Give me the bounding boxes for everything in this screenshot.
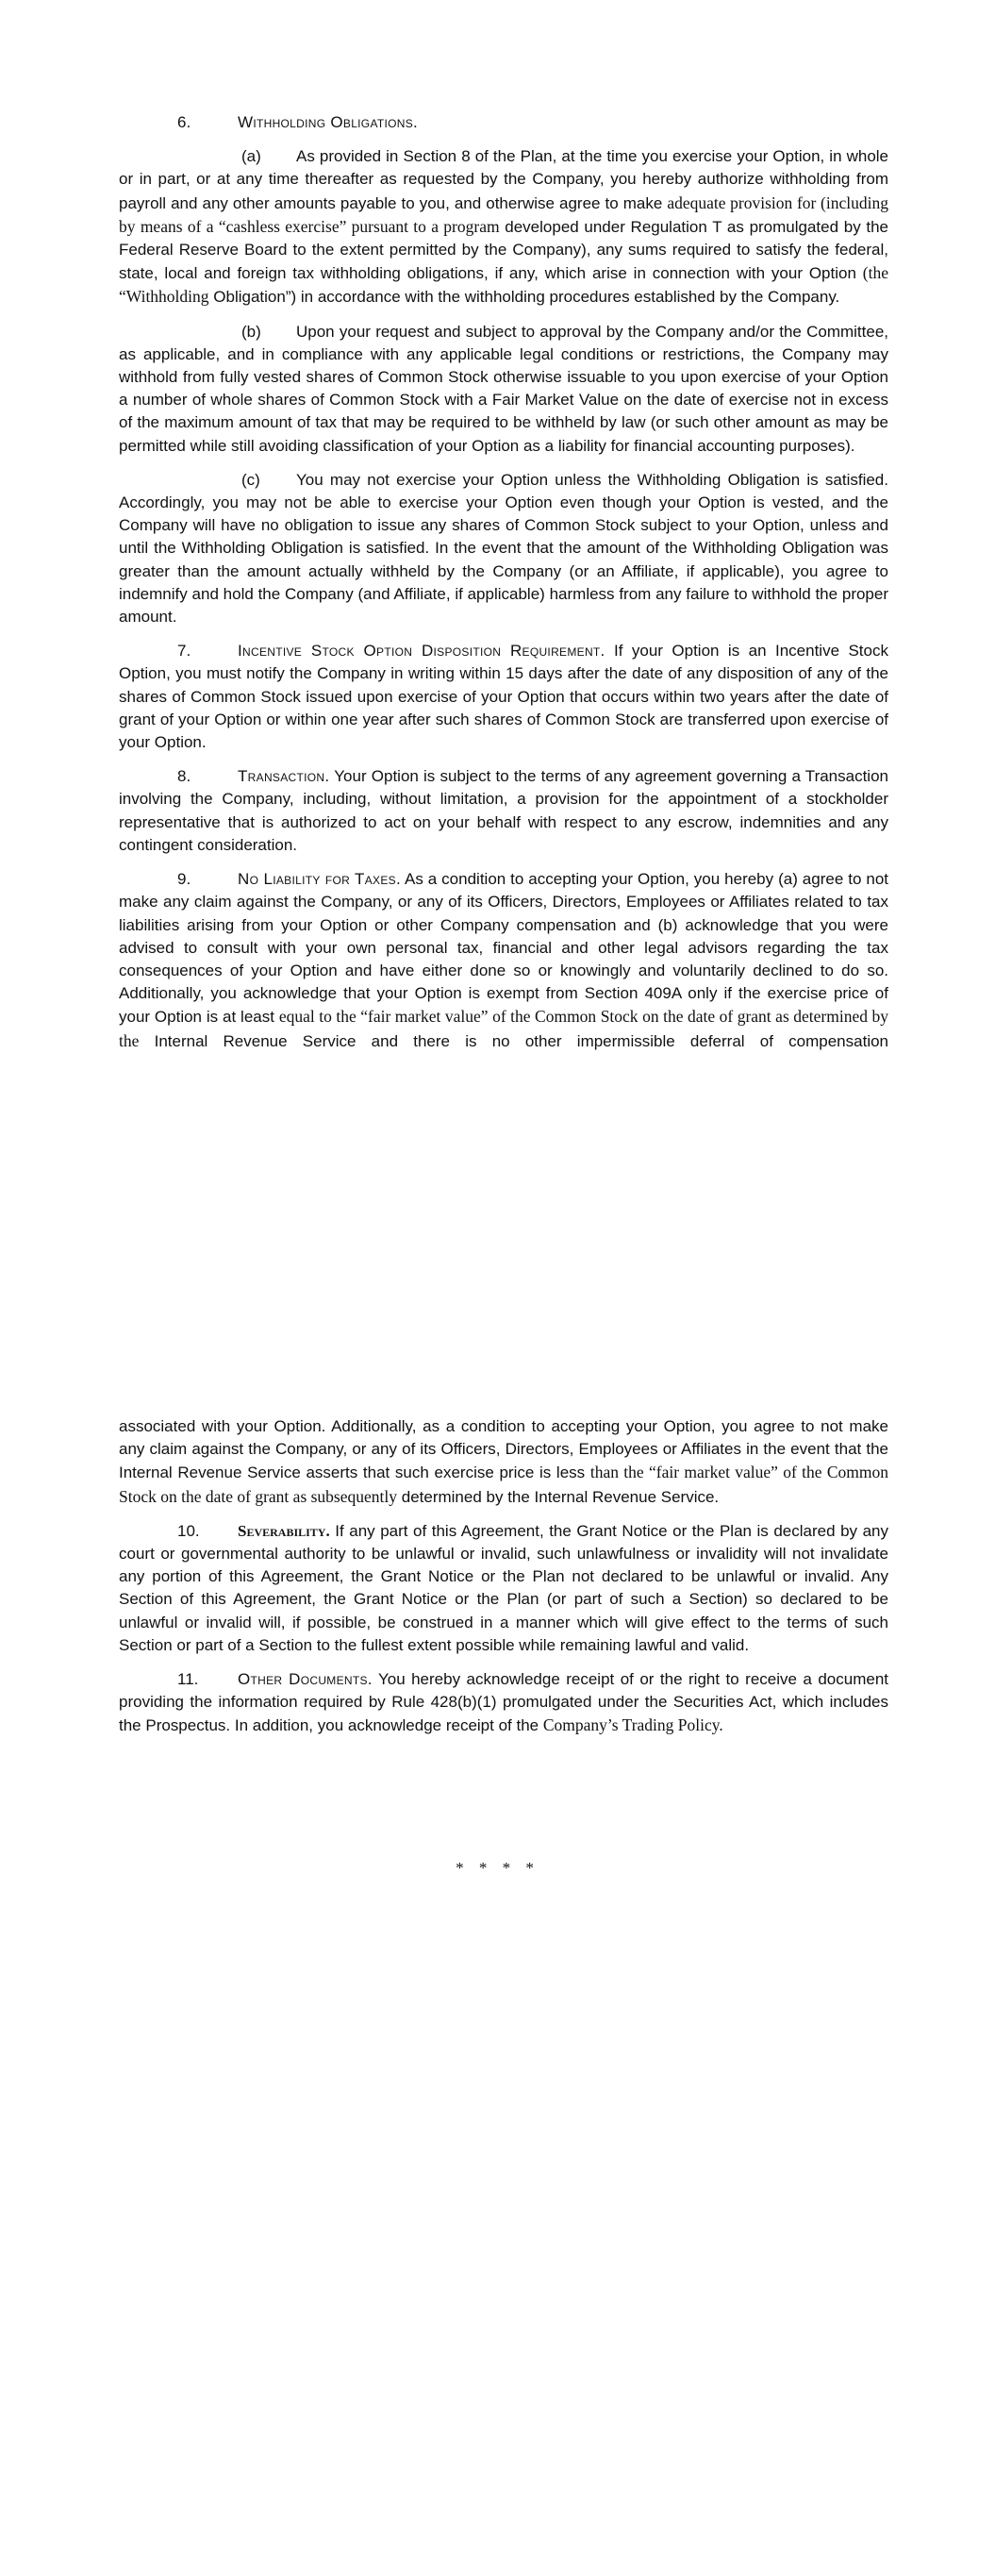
section-9-continuation	[119, 1415, 888, 1509]
section-heading: Withholding Obligations.	[238, 113, 419, 131]
paragraph-text: As a condition to accepting your Option, you hereby (a) agree to not make any claim against the Company, or any of its Officers, Directors, Employees or Affiliates related to tax liabilities arising from your Option or other Company compensation and (b) acknowledge that you were advised to consult with your own personal tax, financial and other legal advisors regarding the tax consequences of your Option and have either done so or knowingly and voluntarily declined to do so. Additionally, you acknowledge that your Option is exempt from Section 409A only if the exercise price of your Option is at least	[119, 870, 888, 1027]
section-10-paragraph	[119, 1520, 888, 1657]
paragraph-text: As provided in Section 8 of the Plan, at the time you exercise your Option, in whole or in part, or at any time thereafter as requested by the Company, you hereby authorize withholding from payroll and any other amounts payable to you, and otherwise agree to make	[119, 147, 888, 212]
paragraph-text: determined by the Internal Revenue Service.	[397, 1487, 720, 1506]
paragraph-text-serif: equal to the “fair market value” of the Common Stock on the date of grant as determined by the	[119, 1007, 888, 1050]
paragraph-text: You may not exercise your Option unless the Withholding Obligation is satisfied. Accordingly, you may not be able to exercise your Option even though your Option is vested, and the Company will have no obligation to issue any shares of Common Stock subject to your Option, unless and until the Withholding Obligation is satisfied. In the event that the amount of the Withholding Obligation was greater than the amount actually withheld by the Company (or an Affiliate, if applicable), you agree to indemnify and hold the Company (and Affiliate, if applicable) harmless from any failure to withhold the proper amount.	[119, 470, 888, 627]
section-number: 9.	[177, 870, 191, 889]
subsection-label: (b)	[241, 322, 261, 341]
section-number: 10.	[177, 1521, 200, 1540]
section-heading: Incentive Stock Option Disposition Requirement.	[238, 642, 605, 661]
paragraph-text: associated with your Option. Additionally, as a condition to accepting your Option, you agree to not make any claim against the Company, or any of its Officers, Directors, Employees or Affiliates in the event that the Internal Revenue Service asserts that such exercise price is less	[119, 1417, 888, 1482]
end-of-section-mark: * * * *	[456, 1859, 539, 1877]
section-7-paragraph	[119, 640, 888, 754]
paragraph-text-serif: Company’s Trading Policy.	[542, 1715, 723, 1735]
section-heading: Transaction.	[238, 767, 330, 786]
section-number: 6.	[177, 113, 191, 131]
section-6b-paragraph	[119, 321, 888, 458]
paragraph-text: If your Option is an Incentive Stock Option, you must notify the Company in writing within 15 days after the date of any disposition of any of the shares of Common Stock issued upon exercise of your Option that occurs within two years after the date of grant of your Option or within one year after such shares of Common Stock are transferred upon exercise of your Option.	[119, 642, 888, 752]
paragraph-text-serif: adequate provision for (including by means of a “cashless exercise” pursuant to a program	[119, 192, 888, 236]
paragraph-text-serif: (the “Withholding	[119, 263, 888, 307]
section-6-heading-paragraph	[119, 111, 888, 134]
paragraph-text: developed under Regulation T as promulgated by the Federal Reserve Board to the extent permitted by the Company), any sums required to satisfy the federal, state, local and foreign tax withholding obligations, if any, which arise in connection with your Option	[119, 217, 888, 283]
section-11-paragraph	[119, 1668, 888, 1738]
paragraph-text: Your Option is subject to the terms of any agreement governing a Transaction involving the Company, including, without limitation, a provision for the appointment of a stockholder representative that is authorized to act on your behalf with respect to any escrow, indemnities and any contingent consideration.	[119, 767, 888, 854]
section-9-paragraph	[119, 868, 888, 1053]
paragraph-text: You hereby acknowledge receipt of or the right to receive a document providing the information required by Rule 428(b)(1) promulgated under the Securities Act, which includes the Prospectus. In addition, you acknowledge receipt of the	[119, 1670, 888, 1735]
section-heading: No Liability for Taxes.	[238, 870, 401, 889]
paragraph-text: Internal Revenue Service and there is no other impermissible deferral of compensation	[139, 1031, 888, 1050]
section-number: 7.	[177, 642, 191, 661]
section-heading: Other Documents.	[238, 1670, 373, 1689]
section-6a-paragraph	[119, 145, 888, 309]
paragraph-text: Obligation”) in accordance with the withholding procedures established by the Company.	[208, 288, 840, 307]
document-page-upper	[119, 111, 888, 1064]
subsection-label: (a)	[241, 147, 261, 166]
subsection-label: (c)	[241, 470, 260, 489]
document-page-lower	[119, 1415, 888, 1749]
paragraph-text: Upon your request and subject to approval by the Company and/or the Committee, as applicable, and in compliance with any applicable legal conditions or restrictions, the Company may withhold from fully vested shares of Common Stock otherwise issuable to you upon exercise of your Option a number of whole shares of Common Stock with a Fair Market Value on the date of exercise not in excess of the maximum amount of tax that may be required to be withheld by law (or such other amount as may be permitted while still avoiding classification of your Option as a liability for financial accounting purposes).	[119, 322, 888, 455]
section-heading: Severability.	[238, 1521, 330, 1540]
section-6c-paragraph	[119, 469, 888, 628]
section-8-paragraph	[119, 765, 888, 857]
section-number: 8.	[177, 767, 191, 786]
section-number: 11.	[177, 1670, 199, 1689]
paragraph-text: If any part of this Agreement, the Grant Notice or the Plan is declared by any court or governmental authority to be unlawful or invalid, such unlawfulness or invalidity will not invalidate any portion of this Agreement, the Grant Notice or the Plan not declared to be unlawful or invalid. Any Section of this Agreement, the Grant Notice or the Plan (or part of such a Section) so declared to be unlawful or invalid will, if possible, be construed in a manner which will give effect to the terms of such Section or part of a Section to the fullest extent possible while remaining lawful and valid.	[119, 1521, 888, 1654]
paragraph-text-serif: than the “fair market value” of the Common Stock on the date of grant as subsequently	[119, 1463, 888, 1506]
